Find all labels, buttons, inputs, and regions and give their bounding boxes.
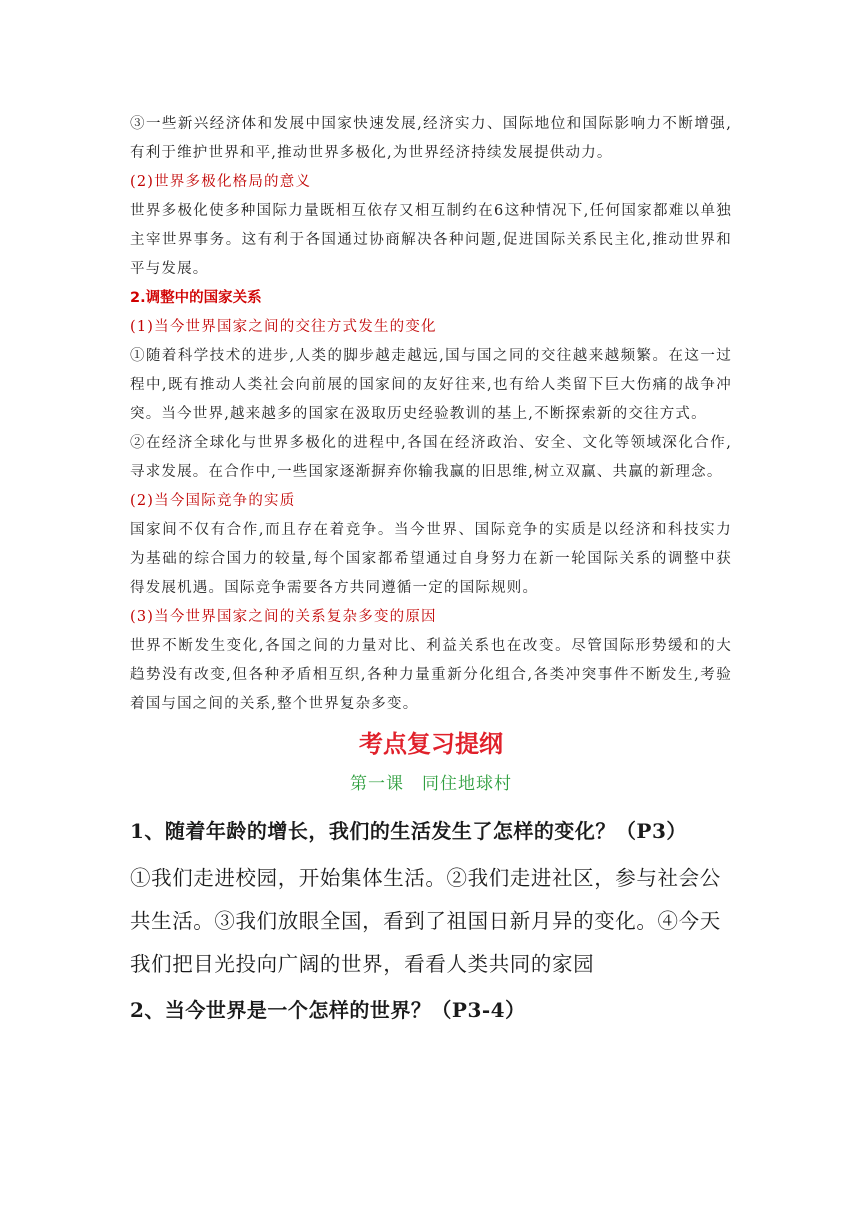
paragraph-multipolar-significance: 世界多极化使多种国际力量既相互依存又相互制约在6这种情况下,任何国家都难以单独主宰世界事务。这有利于各国通过协商解决各种问题,促进国际关系民主化,推动世界和平与发展。 xyxy=(130,203,732,277)
paragraph-complex-relations: 世界不断发生变化,各国之间的力量对比、利益关系也在改变。尽管国际形势缓和的大趋势没有改变,但各种矛盾相互织,各种力量重新分化组合,各类冲突事件不断发生,考验着国与国之间的关系,整个世界复杂多变。 xyxy=(130,638,732,712)
section-heading-national-relations: 2.调整中的国家关系 xyxy=(130,290,262,306)
question-1: 1、随着年龄的增长，我们的生活发生了怎样的变化？（P3） xyxy=(130,819,687,843)
outline-title: 考点复习提纲 xyxy=(359,730,503,758)
subheading-multipolar-significance: (2)世界多极化格局的意义 xyxy=(130,174,312,190)
document-body xyxy=(130,110,732,1036)
subheading-competition-essence: (2)当今国际竞争的实质 xyxy=(130,493,296,509)
lesson-title: 第一课 同住地球村 xyxy=(350,774,512,794)
paragraph-competition-essence: 国家间不仅有合作,而且存在着竞争。当今世界、国际竞争的实质是以经济和科技实力为基础的综合国力的较量,每个国家都希望通过自身努力在新一轮国际关系的调整中获得发展机遇。国际竞争需要各方共同遵循一定的国际规则。 xyxy=(130,522,732,596)
answer-1: ①我们走进校园，开始集体生活。②我们走进社区，参与社会公共生活。③我们放眼全国，看到了祖国日新月异的变化。④今天我们把目光投向广阔的世界，看看人类共同的家园 xyxy=(130,866,721,976)
subheading-complex-relations: (3)当今世界国家之间的关系复杂多变的原因 xyxy=(130,609,437,625)
subheading-exchange-changes: (1)当今世界国家之间的交往方式发生的变化 xyxy=(130,319,437,335)
question-2: 2、当今世界是一个怎样的世界？（P3-4） xyxy=(130,998,526,1022)
paragraph-exchange-changes-2: ②在经济全球化与世界多极化的进程中,各国在经济政治、安全、文化等领域深化合作,寻求发展。在合作中,一些国家逐渐摒弃你输我赢的旧思维,树立双赢、共赢的新理念。 xyxy=(130,435,732,480)
paragraph-new-economies: ③一些新兴经济体和发展中国家快速发展,经济实力、国际地位和国际影响力不断增强,有利于维护世界和平,推动世界多极化,为世界经济持续发展提供动力。 xyxy=(130,116,732,161)
paragraph-exchange-changes-1: ①随着科学技术的进步,人类的脚步越走越远,国与国之同的交往越来越频繁。在这一过程中,既有推动人类社会向前展的国家间的友好往来,也有给人类留下巨大伤痛的战争冲突。当今世界,越来越多的国家在汲取历史经验教训的基上,不断探索新的交往方式。 xyxy=(130,348,732,422)
